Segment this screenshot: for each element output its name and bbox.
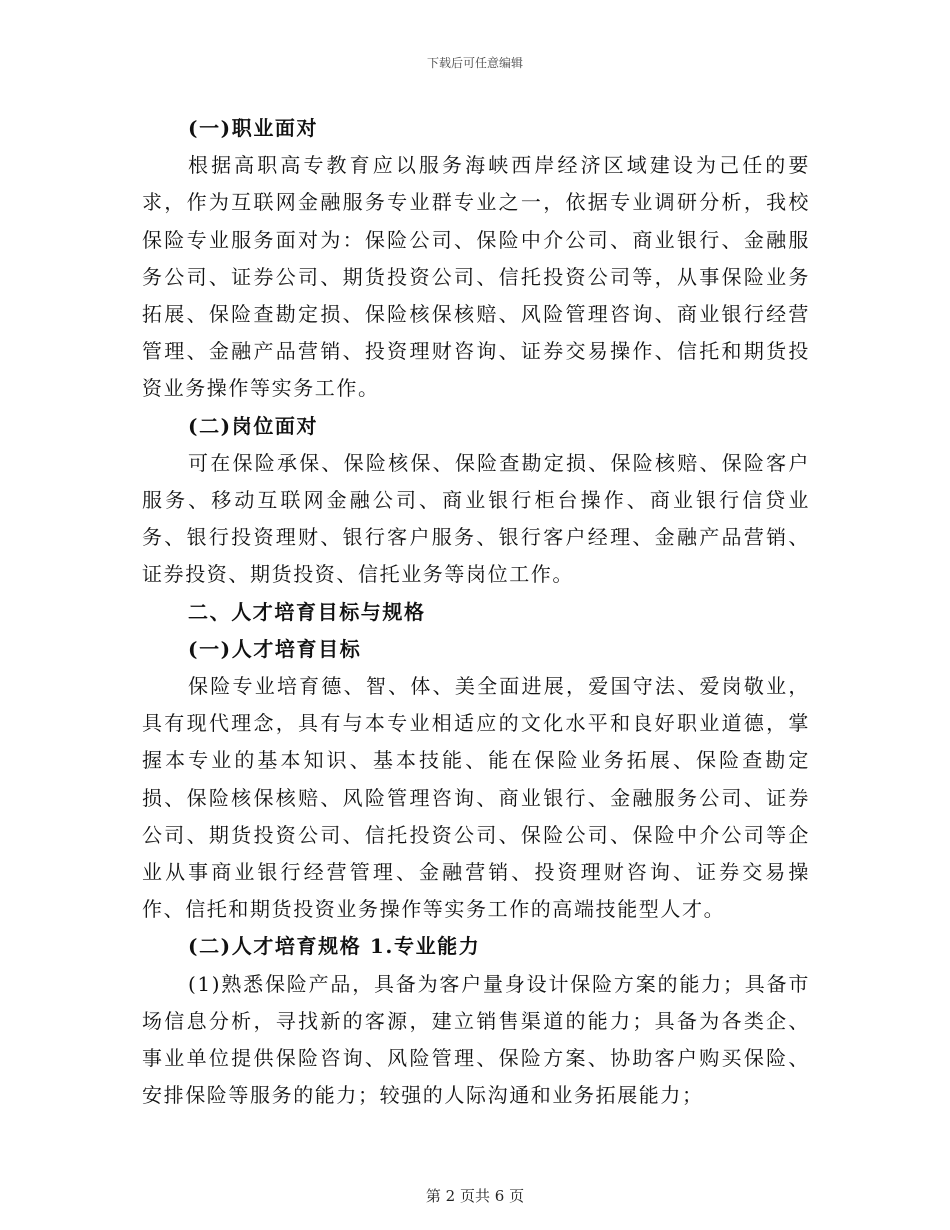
document-body bbox=[142, 110, 810, 1114]
section-heading: (一)人才培育目标 bbox=[188, 636, 362, 661]
section-heading: (二)人才培育规格 1.专业能力 bbox=[188, 934, 481, 959]
page-number: 第 2 页共 6 页 bbox=[425, 1187, 525, 1205]
body-paragraph: (1)熟悉保险产品，具备为客户量身设计保险方案的能力；具备市场信息分析，寻找新的客源，建立销售渠道的能力；具备为各类企、事业单位提供保险咨询、风险管理、保险方案、协助客户购买保险、安排保险等服务的能力；较强的人际沟通和业务拓展能力； bbox=[142, 971, 810, 1108]
page-header: 下载后可任意编辑 bbox=[426, 56, 523, 70]
body-paragraph: 保险专业培育德、智、体、美全面进展，爱国守法、爱岗敬业，具有现代理念，具有与本专业相适应的文化水平和良好职业道德，掌握本专业的基本知识、基本技能、能在保险业务拓展、保险查勘定损、保险核保核赔、风险管理咨询、商业银行、金融服务公司、证券公司、期货投资公司、信托投资公司、保险公司、保险中介公司等企业从事商业银行经营管理、金融营销、投资理财咨询、证券交易操作、信托和期货投资业务操作等实务工作的高端技能型人才。 bbox=[142, 674, 810, 922]
section-heading: 二、人才培育目标与规格 bbox=[188, 599, 426, 624]
body-paragraph: 根据高职高专教育应以服务海峡西岸经济区域建设为己任的要求，作为互联网金融服务专业群专业之一，依据专业调研分析，我校保险专业服务面对为：保险公司、保险中介公司、商业银行、金融服务公司、证券公司、期货投资公司、信托投资公司等，从事保险业务拓展、保险查勘定损、保险核保核赔、风险管理咨询、商业银行经营管理、金融产品营销、投资理财咨询、证券交易操作、信托和期货投资业务操作等实务工作。 bbox=[142, 153, 810, 401]
body-paragraph: 可在保险承保、保险核保、保险查勘定损、保险核赔、保险客户服务、移动互联网金融公司、商业银行柜台操作、商业银行信贷业务、银行投资理财、银行客户服务、银行客户经理、金融产品营销、证券投资、期货投资、信托业务等岗位工作。 bbox=[142, 450, 810, 587]
section-heading: (二)岗位面对 bbox=[188, 413, 319, 438]
section-heading: (一)职业面对 bbox=[188, 116, 319, 140]
